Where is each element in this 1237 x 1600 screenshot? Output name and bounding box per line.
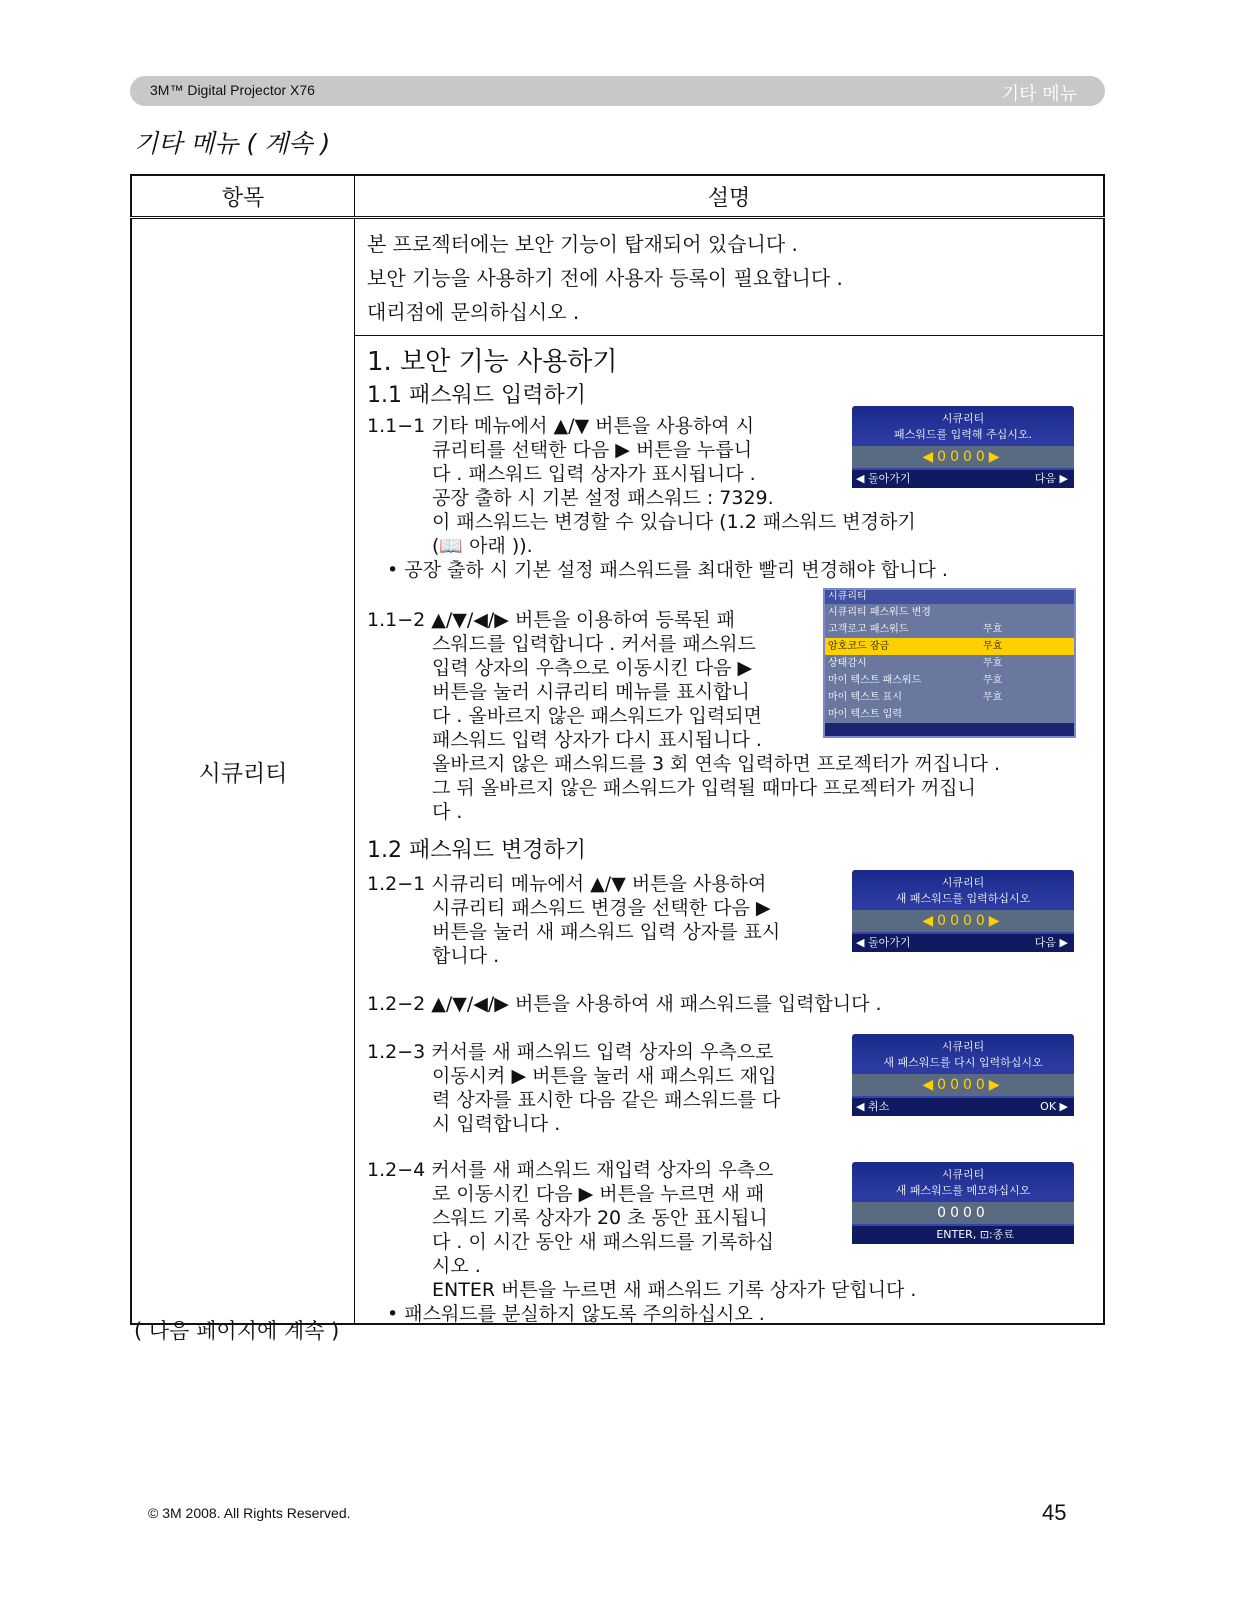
- settings-table: [130, 174, 1105, 1325]
- step-text: 다 . 올바르지 않은 패스워드가 입력되면: [432, 705, 762, 727]
- item-name: 시큐리티: [131, 218, 355, 1325]
- step-text: 1.2−1 시큐리티 메뉴에서 ▲/▼ 버튼을 사용하여: [367, 873, 767, 895]
- bullet-note: • 패스워드를 분실하지 않도록 주의하십시오 .: [387, 1303, 765, 1325]
- password-value: ◀0000▶: [852, 910, 1074, 932]
- step-text: 다 . 패스워드 입력 상자가 표시됩니다 .: [432, 463, 756, 485]
- password-value: ◀0000▶: [852, 446, 1074, 468]
- enter-exit-label: ENTER, ⊡:종료: [936, 1228, 1014, 1241]
- step-text: 올바르지 않은 패스워드를 3 회 연속 입력하면 프로젝터가 꺼집니다 .: [432, 753, 1001, 775]
- menu-row-label: 마이 텍스트 패스워드: [828, 675, 922, 686]
- menu-row-selected: [825, 638, 1074, 655]
- menu-row-label: 상태감시: [828, 658, 867, 669]
- step-text: 이동시켜 ▶ 버튼을 눌러 새 패스워드 재입: [432, 1065, 777, 1087]
- step-text: 이 패스워드는 변경할 수 있습니다 (1.2 패스워드 변경하기: [432, 511, 916, 533]
- step-text: 1.2−3 커서를 새 패스워드 입력 상자의 우측으로: [367, 1041, 774, 1063]
- step-text: 1.1−1 기타 메뉴에서 ▲/▼ 버튼을 사용하여 시: [367, 415, 755, 437]
- section-heading: 1. 보안 기능 사용하기: [367, 347, 618, 377]
- continued-note: ( 다음 페이지에 계속 ): [134, 1319, 340, 1343]
- screen-prompt: 새 패스워드를 다시 입력하십시오: [883, 1056, 1043, 1069]
- intro-line: 본 프로젝터에는 보안 기능이 탑재되어 있습니다 .: [367, 232, 798, 256]
- back-label: ◀ 돌아가기: [856, 936, 911, 949]
- new-password-screen: [852, 870, 1074, 952]
- page-number: 45: [1042, 1500, 1067, 1525]
- ok-label: OK ▶: [1040, 1100, 1068, 1113]
- back-label: ◀ 돌아가기: [856, 472, 911, 485]
- step-text: 그 뒤 올바르지 않은 패스워드가 입력될 때마다 프로젝터가 꺼집니: [432, 777, 976, 799]
- menu-row-label: 마이 텍스트 입력: [828, 709, 902, 720]
- reenter-password-screen: [852, 1034, 1074, 1116]
- screen-title: 시큐리티: [941, 1040, 985, 1053]
- security-menu-screen: [823, 588, 1076, 738]
- step-text: 력 상자를 표시한 다음 같은 패스워드를 다: [432, 1089, 781, 1111]
- memo-password-screen: [852, 1162, 1074, 1244]
- menu-row-value: 무효: [983, 658, 1003, 669]
- menu-title: 시큐리티: [825, 590, 1074, 604]
- col-desc-header: 설명: [355, 175, 1105, 218]
- menu-row: [825, 621, 1074, 638]
- password-value: ◀0000▶: [852, 1074, 1074, 1096]
- step-text: 1.1−2 ▲/▼/◀/▶ 버튼을 이용하여 등록된 패: [367, 609, 735, 631]
- step-text: 공장 출하 시 기본 설정 패스워드 : 7329.: [432, 487, 774, 509]
- step-text: 로 이동시킨 다음 ▶ 버튼을 누르면 새 패: [432, 1183, 765, 1205]
- step-text: 시오 .: [432, 1255, 481, 1277]
- intro-text: [355, 218, 1105, 336]
- subsection-heading: 1.2 패스워드 변경하기: [367, 838, 586, 863]
- step-text: 1.2−2 ▲/▼/◀/▶ 버튼을 사용하여 새 패스워드를 입력합니다 .: [367, 993, 882, 1015]
- product-name: 3M™ Digital Projector X76: [150, 82, 315, 98]
- step-text: 버튼을 눌러 새 패스워드 입력 상자를 표시: [432, 921, 781, 943]
- menu-row: [825, 655, 1074, 672]
- menu-row: [825, 706, 1074, 723]
- step-text: 시 입력합니다 .: [432, 1113, 561, 1135]
- step-text: 스워드를 입력합니다 . 커서를 패스워드: [432, 633, 756, 655]
- screen-title: 시큐리티: [941, 1168, 985, 1181]
- page-title: 기타 메뉴 ( 계속 ): [134, 129, 331, 158]
- password-value: 0000: [852, 1202, 1074, 1224]
- step-text: 큐리티를 선택한 다음 ▶ 버튼을 누릅니: [432, 439, 753, 461]
- step-text: 다 . 이 시간 동안 새 패스워드를 기록하십: [432, 1231, 774, 1253]
- step-text: 패스워드 입력 상자가 다시 표시됩니다 .: [432, 729, 762, 751]
- header-bar: [130, 76, 1105, 106]
- menu-row: [825, 672, 1074, 689]
- bullet-note: • 공장 출하 시 기본 설정 패스워드를 최대한 빨리 변경해야 합니다 .: [387, 559, 948, 581]
- step-text: 버튼을 눌러 시큐리티 메뉴를 표시합니: [432, 681, 750, 703]
- screen-prompt: 새 패스워드를 메모하십시오: [895, 1184, 1031, 1197]
- menu-row-value: 무효: [983, 641, 1003, 652]
- menu-row-value: 무효: [983, 675, 1003, 686]
- subsection-heading: 1.1 패스워드 입력하기: [367, 383, 586, 408]
- next-label: 다음 ▶: [1034, 936, 1068, 949]
- menu-row-label: 시큐리티 패스워드 변경: [828, 607, 931, 618]
- menu-row-value: 무효: [983, 692, 1003, 703]
- step-text: 1.2−4 커서를 새 패스워드 재입력 상자의 우측으: [367, 1159, 774, 1181]
- step-text: 입력 상자의 우측으로 이동시킨 다음 ▶: [432, 657, 753, 679]
- instructions-cell: [355, 336, 1105, 1325]
- step-text: ENTER 버튼을 누르면 새 패스워드 기록 상자가 닫힙니다 .: [432, 1279, 917, 1301]
- menu-row-label: 마이 텍스트 표시: [828, 692, 902, 703]
- step-text: (📖 아래 )).: [432, 535, 533, 557]
- intro-line: 보안 기능을 사용하기 전에 사용자 등록이 필요합니다 .: [367, 266, 843, 290]
- screen-prompt: 새 패스워드를 입력하십시오: [895, 892, 1031, 905]
- col-item-header: 항목: [131, 175, 355, 218]
- step-text: 스워드 기록 상자가 20 초 동안 표시됩니: [432, 1207, 768, 1229]
- screen-title: 시큐리티: [941, 876, 985, 889]
- step-text: 다 .: [432, 801, 463, 823]
- copyright: © 3M 2008. All Rights Reserved.: [148, 1505, 351, 1521]
- cancel-label: ◀ 취소: [856, 1100, 890, 1113]
- screen-prompt: 패스워드를 입력해 주십시오.: [893, 428, 1032, 441]
- menu-row-label: 암호코드 잠금: [828, 641, 890, 652]
- section-name: 기타 메뉴: [1001, 84, 1077, 105]
- menu-row: [825, 689, 1074, 706]
- step-text: 합니다 .: [432, 945, 500, 967]
- menu-row: [825, 604, 1074, 621]
- password-input-screen: [852, 406, 1074, 488]
- menu-row-label: 고객로고 패스워드: [828, 624, 909, 635]
- step-text: 시큐리티 패스워드 변경을 선택한 다음 ▶: [432, 897, 771, 919]
- menu-row-value: 무효: [983, 624, 1003, 635]
- screen-title: 시큐리티: [941, 412, 985, 425]
- next-label: 다음 ▶: [1034, 472, 1068, 485]
- intro-line: 대리점에 문의하십시오 .: [367, 300, 580, 324]
